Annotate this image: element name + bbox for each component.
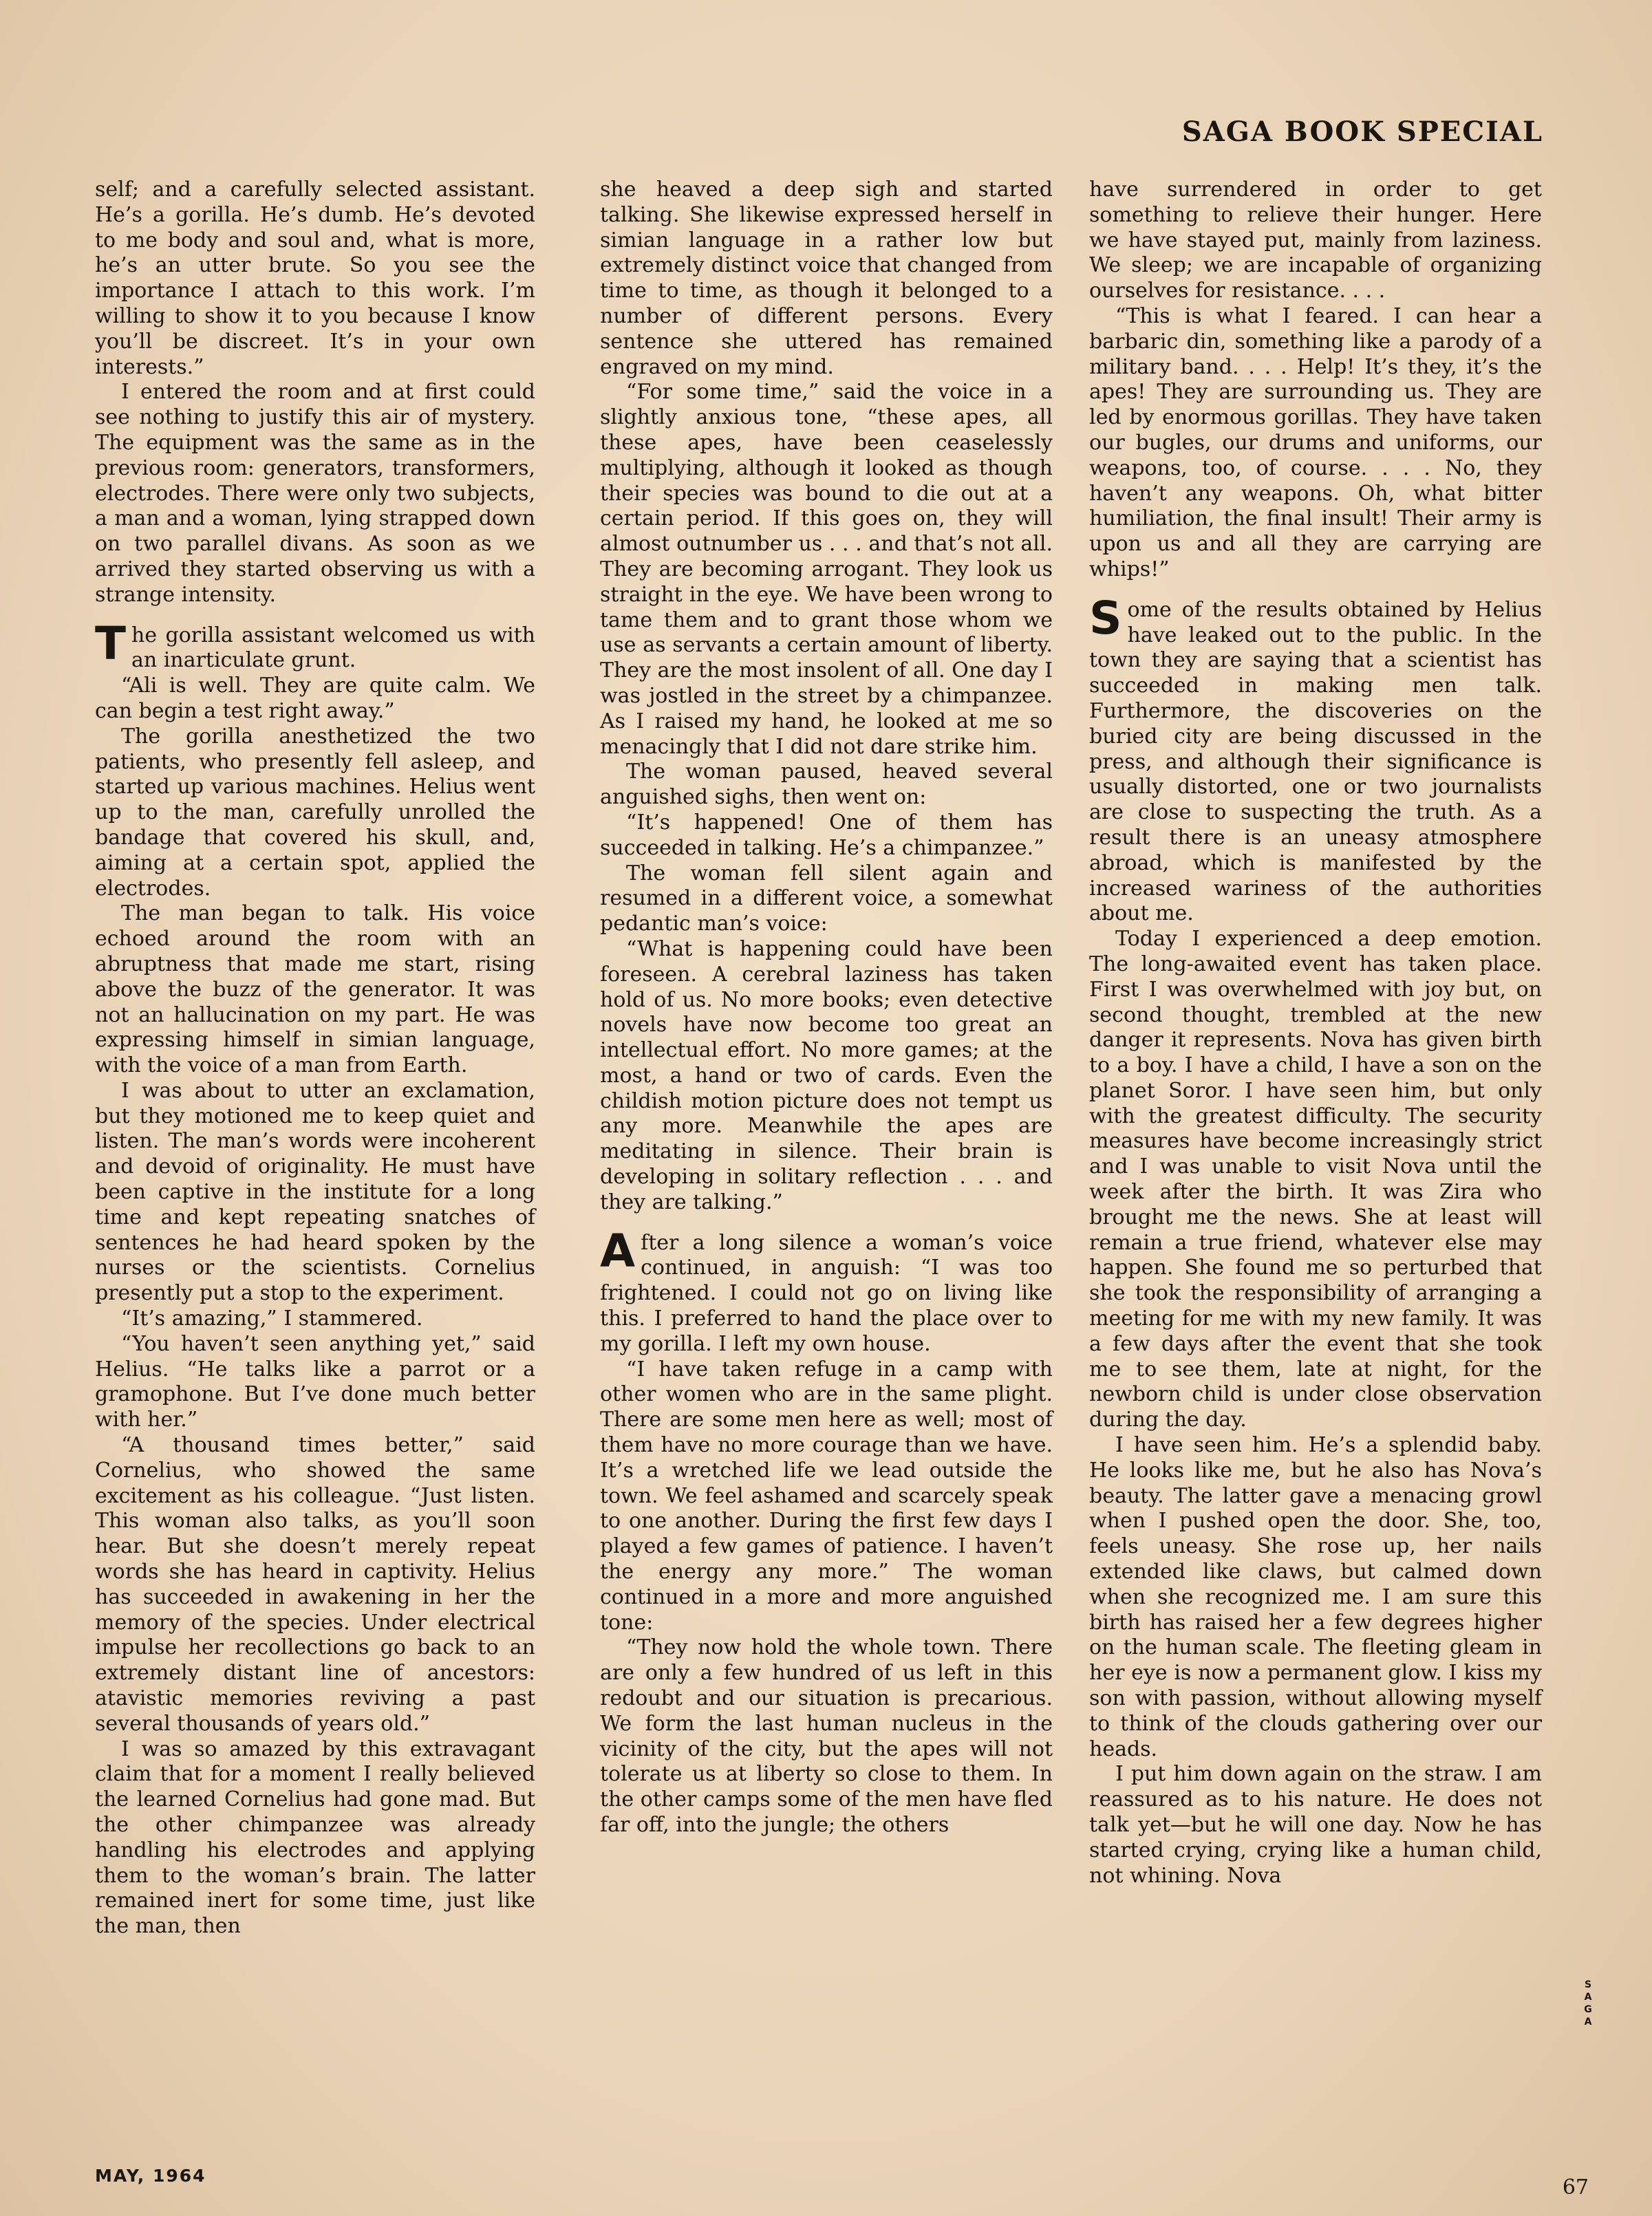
paragraph (95, 1433, 535, 1737)
paragraph-text: self; and a carefully selected assistant. He’s a gorilla. He’s dumb. He’s devoted to me body and soul and, what is more, he’s an utter brute. So you see the importance I attach to this work. I’m willing to show it to you because I know you’ll be discreet. It’s in your own interests.” (95, 178, 535, 379)
paragraph-text: The woman fell silent again and resumed in a different voice, a somewhat pedantic man’s voice: (600, 861, 1053, 936)
drop-cap: A (600, 1224, 636, 1278)
paragraph-text: “For some time,” said the voice in a slightly anxious tone, “these apes, all these apes, have been ceaselessly multiplying, although it looked as though their species was bound to die out at a certain period. If this goes on, they will almost outnumber us . . . and that’s not all. They are becoming arrogant. They look us straight in the eye. We have been wrong to tame them and to grant those whom we use as servants a certain amount of liberty. They are the most insolent of all. One day I was jostled in the street by a chimpanzee. As I raised my hand, he looked at me so menacingly that I did not dare strike him. (600, 380, 1053, 759)
paragraph-text: “A thousand times better,” said Cornelius, who showed the same excitement as his colleague. “Just listen. This woman also talks, as you’ll soon hear. But she doesn’t merely repeat words she has heard in captivity. Helius has succeeded in awakening in her the memory of the species. Under electrical impulse her recollections go back to an extremely distant line of ancestors: atavistic memories reviving a past several thousands of years old.” (95, 1433, 535, 1736)
paragraph (95, 724, 535, 902)
paragraph (95, 178, 535, 380)
paragraph-text: “You haven’t seen anything yet,” said Helius. “He talks like a parrot or a gramophone. But I’ve done much better with her.” (95, 1331, 535, 1432)
paragraph-text: I put him down again on the straw. I am reassured as to his nature. He does not talk yet—but he will one day. Now he has started crying, crying like a human child, not whining. Nova (1089, 1762, 1542, 1888)
paragraph-with-initial (600, 1224, 1053, 1357)
paragraph (600, 380, 1053, 760)
paragraph-text: The gorilla anesthetized the two patients, who presently fell asleep, and started up various machines. Helius went up to the man, carefully unrolled the bandage that covered his skull, and, aiming at a certain spot, applied the electrodes. (95, 724, 535, 901)
paragraph (95, 380, 535, 607)
issue-date: MAY, 1964 (95, 2166, 206, 2186)
paragraph (1089, 178, 1542, 304)
paragraph (1089, 927, 1542, 1433)
paragraph-text: have surrendered in order to get something to relieve their hunger. Here we have stayed put, mainly from laziness. We sleep; we are incapable of organizing ourselves for resistance. . . . (1089, 178, 1542, 303)
paragraph-text: ome of the results obtained by Helius have leaked out to the public. In the town they are saying that a scientist has succeeded in making men talk. Furthermore, the discoveries on the buried city are being discussed in the press, and although their significance is usually distorted, one or two journalists are close to suspecting the truth. As a result there is an uneasy atmosphere abroad, which is manifested by the increased wariness of the authorities about me. (1089, 597, 1542, 926)
paragraph-text: “This is what I feared. I can hear a barbaric din, something like a parody of a military band. . . . Help! It’s they, it’s the apes! They are surrounding us. They are led by enormous gorillas. They have taken our bugles, our drums and uniforms, our weapons, too, of course. . . . No, they haven’t any weapons. Oh, what bitter humiliation, the final insult! Their army is upon us and all they are carrying are whips!” (1089, 303, 1542, 581)
spine-letter: S (1584, 1979, 1592, 1990)
paragraph (95, 1079, 535, 1306)
paragraph-text: “It’s happened! One of them has succeeded in talking. He’s a chimpanzee.” (600, 810, 1053, 860)
paragraph-text: fter a long silence a woman’s voice continued, in anguish: “I was too frightened. I could not go on living like this. I preferred to hand the place over to my gorilla. I left my own house. (600, 1230, 1053, 1356)
paragraph-text: Today I experienced a deep emotion. The long-awaited event has taken place. First I was overwhelmed with joy but, on second thought, trembled at the new danger it represents. Nova has given birth to a boy. I have a child, I have a son on the planet Soror. I have seen him, but only with the greatest difficulty. The security measures have become increasingly strict and I was unable to visit Nova until the week after the birth. It was Zira who brought me the news. She at least will remain a true friend, whatever else may happen. She found me so perturbed that she took the responsibility of arranging a meeting for me with my new family. It was a few days after the event that she took me to see them, late at night, for the newborn child is under close observation during the day. (1089, 927, 1542, 1432)
paragraph-text: “They now hold the whole town. There are only a few hundred of us left in this redoubt and our situation is precarious. We form the last human nucleus in the vicinity of the city, but the apes will not tolerate us at liberty so close to them. In the other camps some of the men have fled far off, into the jungle; the others (600, 1635, 1053, 1837)
paragraph-text: The man began to talk. His voice echoed around the room with an abruptness that made me start, rising above the buzz of the generator. It was not an hallucination on my part. He was expressing himself in simian language, with the voice of a man from Earth. (95, 901, 535, 1078)
paragraph-text: “What is happening could have been foreseen. A cerebral laziness has taken hold of us. No more books; even detective novels have now become too great an intellectual effort. No more games; at the most, a hand or two of cards. Even the childish motion picture does not tempt us any more. Meanwhile the apes are meditating in silence. Their brain is developing in solitary reflection . . . and they are talking.” (600, 936, 1053, 1214)
paragraph-text: “I have taken refuge in a camp with other women who are in the same plight. There are some men here as well; most of them have no more courage than we have. It’s a wretched life we lead outside the town. We feel ashamed and scarcely speak to one another. During the first few days I played a few games of patience. I haven’t the energy any more.” The woman continued in a more and more anguished tone: (600, 1357, 1053, 1635)
paragraph (600, 1635, 1053, 1838)
drop-cap: T (95, 616, 127, 670)
paragraph (95, 1306, 535, 1332)
paragraph-text: “Ali is well. They are quite calm. We can begin a test right away.” (95, 674, 535, 723)
spine-letter: G (1584, 2004, 1592, 2015)
spine-letter: A (1584, 2016, 1592, 2027)
paragraph-text: I was so amazed by this extravagant claim that for a moment I really believed the learned Cornelius had gone mad. But the other chimpanzee was already handling his electrodes and applying them to the woman’s brain. The latter remained inert for some time, just like the man, then (95, 1736, 535, 1939)
paragraph-with-initial (1089, 591, 1542, 927)
article-column-1 (95, 178, 535, 1939)
article-column-2 (600, 178, 1053, 1838)
paragraph-with-initial (95, 616, 535, 674)
drop-cap: S (1089, 591, 1122, 645)
paragraph (95, 674, 535, 724)
paragraph-text: The woman paused, heaved several anguished sighs, then went on: (600, 760, 1053, 810)
paragraph (1089, 1433, 1542, 1762)
paragraph-text: he gorilla assistant welcomed us with an inarticulate grunt. (131, 623, 535, 673)
paragraph (1089, 1762, 1542, 1889)
section-header: SAGA BOOK SPECIAL (1181, 116, 1543, 148)
paragraph (1089, 304, 1542, 583)
paragraph (95, 901, 535, 1079)
paragraph (95, 1332, 535, 1433)
paragraph (600, 1357, 1053, 1636)
paragraph-text: “It’s amazing,” I stammered. (121, 1306, 423, 1331)
paragraph (600, 861, 1053, 937)
paragraph-text: she heaved a deep sigh and started talking. She likewise expressed herself in simian language in a rather low but extremely distinct voice that changed from time to time, as though it belonged to a number of different persons. Every sentence she uttered has remained engraved on my mind. (600, 178, 1053, 379)
article-column-3 (1089, 178, 1542, 1889)
paragraph (600, 810, 1053, 861)
paragraph-text: I was about to utter an exclamation, but they motioned me to keep quiet and listen. The man’s words were incoherent and devoid of originality. He must have been captive in the institute for a long time and kept repeating snatches of sentences he had heard spoken by the nurses or the scientists. Cornelius presently put a stop to the experiment. (95, 1078, 535, 1306)
paragraph (95, 1737, 535, 1939)
paragraph (600, 937, 1053, 1216)
paragraph-text: I entered the room and at first could see nothing to justify this air of mystery. The equipment was the same as in the previous room: generators, transformers, electrodes. There were only two subjects, a man and a woman, lying strapped down on two parallel divans. As soon as we arrived they started observing us with a strange intensity. (95, 380, 535, 607)
paragraph (600, 760, 1053, 810)
spine-letter: A (1584, 1992, 1592, 2003)
page-number: 67 (1562, 2175, 1589, 2199)
spine-logo (1580, 1979, 1596, 2028)
paragraph (600, 178, 1053, 380)
paragraph-text: I have seen him. He’s a splendid baby. He looks like me, but he also has Nova’s beauty. The latter gave a menacing growl when I pushed open the door. She, too, feels uneasy. She rose up, her nails extended like claws, but calmed down when she recognized me. I am sure this birth has raised her a few degrees higher on the human scale. The fleeting gleam in her eye is now a permanent glow. I kiss my son with passion, without allowing myself to think of the clouds gathering over our heads. (1089, 1433, 1542, 1761)
